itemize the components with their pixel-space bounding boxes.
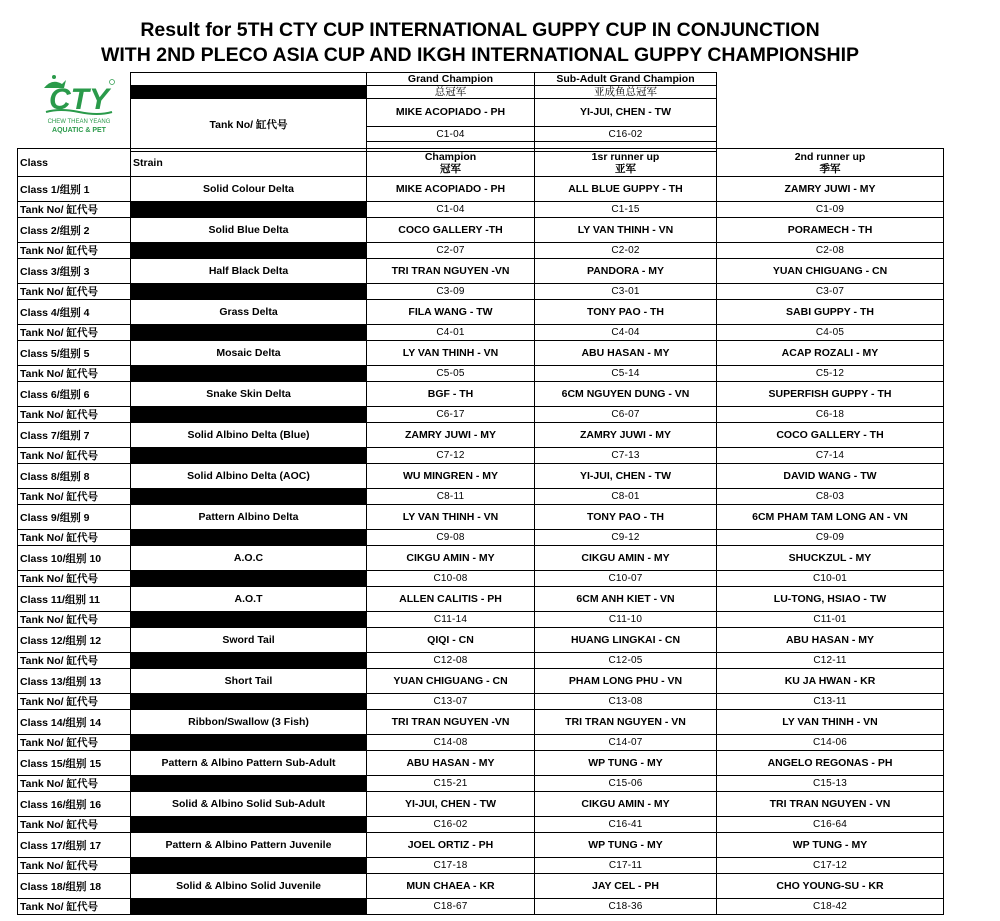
class-name: Class 7/组别 7 xyxy=(18,423,131,448)
tank-black-bar xyxy=(131,489,367,505)
champion-name: YUAN CHIGUANG - CN xyxy=(367,669,535,694)
tank-row xyxy=(18,735,944,751)
tank-row xyxy=(18,817,944,833)
first-runner-up-tank: C7-13 xyxy=(535,448,717,464)
first-runner-up-tank: C16-41 xyxy=(535,817,717,833)
tank-row-label: Tank No/ 缸代号 xyxy=(18,653,131,669)
champion-tank: C17-18 xyxy=(367,858,535,874)
second-runner-up-name: YUAN CHIGUANG - CN xyxy=(717,259,944,284)
first-runner-up-name: CIKGU AMIN - MY xyxy=(535,792,717,817)
first-runner-up-name: CIKGU AMIN - MY xyxy=(535,546,717,571)
tank-row-label: Tank No/ 缸代号 xyxy=(18,858,131,874)
tank-black-bar xyxy=(131,325,367,341)
logo-text-line-1: CHEW THEAN YEANG xyxy=(47,119,111,125)
class-name: Class 9/组别 9 xyxy=(18,505,131,530)
second-runner-up-name: ABU HASAN - MY xyxy=(717,628,944,653)
tank-row xyxy=(18,858,944,874)
tank-black-bar xyxy=(131,817,367,833)
champion-name: ALLEN CALITIS - PH xyxy=(367,587,535,612)
class-row xyxy=(18,792,944,817)
top-black-bar xyxy=(131,86,367,99)
first-runner-up-name: WP TUNG - MY xyxy=(535,751,717,776)
class-name: Class 4/组别 4 xyxy=(18,300,131,325)
class-name: Class 18/组别 18 xyxy=(18,874,131,899)
champion-tank: C13-07 xyxy=(367,694,535,710)
champion-tank: C14-08 xyxy=(367,735,535,751)
first-runner-up-tank: C14-07 xyxy=(535,735,717,751)
grand-champion-name: MIKE ACOPIADO - PH xyxy=(367,99,535,127)
strain: Half Black Delta xyxy=(131,259,367,284)
first-runner-up-tank: C15-06 xyxy=(535,776,717,792)
logo-text-line-2: AQUATIC & PET xyxy=(52,127,106,134)
strain: Pattern & Albino Pattern Juvenile xyxy=(131,833,367,858)
champion-name: LY VAN THINH - VN xyxy=(367,505,535,530)
champion-name: ABU HASAN - MY xyxy=(367,751,535,776)
strain: A.O.T xyxy=(131,587,367,612)
class-row xyxy=(18,341,944,366)
champion-tank: C16-02 xyxy=(367,817,535,833)
cty-logo xyxy=(40,74,118,136)
class-row xyxy=(18,423,944,448)
second-runner-up-tank: C10-01 xyxy=(717,571,944,587)
second-runner-up-tank: C16-64 xyxy=(717,817,944,833)
tank-black-bar xyxy=(131,284,367,300)
second-runner-up-name: SHUCKZUL - MY xyxy=(717,546,944,571)
tank-black-bar xyxy=(131,858,367,874)
first-runner-up-tank: C10-07 xyxy=(535,571,717,587)
tank-row-label: Tank No/ 缸代号 xyxy=(18,448,131,464)
tank-row xyxy=(18,571,944,587)
first-runner-up-name: LY VAN THINH - VN xyxy=(535,218,717,243)
second-runner-up-name: 6CM PHAM TAM LONG AN - VN xyxy=(717,505,944,530)
class-row xyxy=(18,628,944,653)
class-row xyxy=(18,546,944,571)
class-row xyxy=(18,505,944,530)
second-runner-up-name: COCO GALLERY - TH xyxy=(717,423,944,448)
tank-row-label: Tank No/ 缸代号 xyxy=(18,571,131,587)
champion-name: WU MINGREN - MY xyxy=(367,464,535,489)
first-runner-up-name: TRI TRAN NGUYEN - VN xyxy=(535,710,717,735)
grand-champion-tank: C1-04 xyxy=(367,127,535,142)
champion-tank: C1-04 xyxy=(367,202,535,218)
first-runner-up-name: 6CM NGUYEN DUNG - VN xyxy=(535,382,717,407)
first-runner-up-tank: C3-01 xyxy=(535,284,717,300)
first-runner-up-name: TONY PAO - TH xyxy=(535,505,717,530)
strain: Solid Blue Delta xyxy=(131,218,367,243)
second-runner-up-tank: C14-06 xyxy=(717,735,944,751)
first-runner-up-name: 6CM ANH KIET - VN xyxy=(535,587,717,612)
champion-name: YI-JUI, CHEN - TW xyxy=(367,792,535,817)
second-runner-up-name: LU-TONG, HSIAO - TW xyxy=(717,587,944,612)
tank-black-bar xyxy=(131,571,367,587)
second-runner-up-tank: C11-01 xyxy=(717,612,944,628)
class-row xyxy=(18,710,944,735)
class-row xyxy=(18,382,944,407)
first-runner-up-name: HUANG LINGKAI - CN xyxy=(535,628,717,653)
top-tank-label: Tank No/ 缸代号 xyxy=(131,99,367,152)
tank-black-bar xyxy=(131,448,367,464)
strain: Solid Albino Delta (AOC) xyxy=(131,464,367,489)
tank-row-label: Tank No/ 缸代号 xyxy=(18,612,131,628)
second-runner-up-name: LY VAN THINH - VN xyxy=(717,710,944,735)
class-row xyxy=(18,751,944,776)
header-first-runner-up: 1sr runner up 亚军 xyxy=(535,149,717,177)
first-runner-up-tank: C5-14 xyxy=(535,366,717,382)
tank-row xyxy=(18,448,944,464)
tank-black-bar xyxy=(131,366,367,382)
strain: Snake Skin Delta xyxy=(131,382,367,407)
class-name: Class 8/组别 8 xyxy=(18,464,131,489)
grand-champion-label: Grand Champion xyxy=(367,73,535,86)
first-runner-up-tank: C8-01 xyxy=(535,489,717,505)
tank-row xyxy=(18,530,944,546)
champion-tank: C2-07 xyxy=(367,243,535,259)
tank-row-label: Tank No/ 缸代号 xyxy=(18,899,131,915)
class-name: Class 13/组别 13 xyxy=(18,669,131,694)
champion-name: FILA WANG - TW xyxy=(367,300,535,325)
second-runner-up-tank: C2-08 xyxy=(717,243,944,259)
class-name: Class 14/组别 14 xyxy=(18,710,131,735)
strain: Mosaic Delta xyxy=(131,341,367,366)
champion-tank: C11-14 xyxy=(367,612,535,628)
second-runner-up-name: WP TUNG - MY xyxy=(717,833,944,858)
second-runner-up-tank: C18-42 xyxy=(717,899,944,915)
strain: Grass Delta xyxy=(131,300,367,325)
strain: Solid Colour Delta xyxy=(131,177,367,202)
tank-black-bar xyxy=(131,694,367,710)
second-runner-up-tank: C15-13 xyxy=(717,776,944,792)
second-runner-up-name: KU JA HWAN - KR xyxy=(717,669,944,694)
class-row xyxy=(18,874,944,899)
class-row xyxy=(18,177,944,202)
tank-black-bar xyxy=(131,735,367,751)
grand-champion-cn: 总冠军 xyxy=(367,86,535,99)
champion-name: ZAMRY JUWI - MY xyxy=(367,423,535,448)
first-runner-up-name: PANDORA - MY xyxy=(535,259,717,284)
tank-row xyxy=(18,202,944,218)
champion-name: COCO GALLERY -TH xyxy=(367,218,535,243)
tank-black-bar xyxy=(131,202,367,218)
sub-adult-cn: 亚成鱼总冠军 xyxy=(535,86,717,99)
champion-tank: C18-67 xyxy=(367,899,535,915)
second-runner-up-tank: C7-14 xyxy=(717,448,944,464)
strain: Sword Tail xyxy=(131,628,367,653)
strain: Short Tail xyxy=(131,669,367,694)
strain: Solid & Albino Solid Juvenile xyxy=(131,874,367,899)
tank-row xyxy=(18,653,944,669)
class-row xyxy=(18,833,944,858)
tank-row xyxy=(18,899,944,915)
class-name: Class 1/组别 1 xyxy=(18,177,131,202)
tank-black-bar xyxy=(131,530,367,546)
champion-tank: C9-08 xyxy=(367,530,535,546)
tank-row xyxy=(18,366,944,382)
champion-tank: C4-01 xyxy=(367,325,535,341)
first-runner-up-name: ALL BLUE GUPPY - TH xyxy=(535,177,717,202)
tank-black-bar xyxy=(131,407,367,423)
first-runner-up-tank: C1-15 xyxy=(535,202,717,218)
class-name: Class 16/组别 16 xyxy=(18,792,131,817)
first-runner-up-name: TONY PAO - TH xyxy=(535,300,717,325)
tank-row xyxy=(18,407,944,423)
second-runner-up-tank: C13-11 xyxy=(717,694,944,710)
page-title-line-1: Result for 5TH CTY CUP INTERNATIONAL GUPPY CUP IN CONJUNCTION xyxy=(140,19,820,41)
tank-row-label: Tank No/ 缸代号 xyxy=(18,243,131,259)
tank-row-label: Tank No/ 缸代号 xyxy=(18,366,131,382)
class-name: Class 2/组别 2 xyxy=(18,218,131,243)
tank-black-bar xyxy=(131,899,367,915)
strain: Pattern & Albino Pattern Sub-Adult xyxy=(131,751,367,776)
champion-name: MUN CHAEA - KR xyxy=(367,874,535,899)
page-title-line-2: WITH 2ND PLECO ASIA CUP AND IKGH INTERNATIONAL GUPPY CHAMPIONSHIP xyxy=(100,44,860,66)
champion-tank: C12-08 xyxy=(367,653,535,669)
header-class: Class xyxy=(18,149,131,177)
tank-row xyxy=(18,694,944,710)
class-row xyxy=(18,587,944,612)
class-row xyxy=(18,669,944,694)
champion-name: MIKE ACOPIADO - PH xyxy=(367,177,535,202)
second-runner-up-name: SABI GUPPY - TH xyxy=(717,300,944,325)
first-runner-up-name: WP TUNG - MY xyxy=(535,833,717,858)
tank-row xyxy=(18,284,944,300)
tank-black-bar xyxy=(131,653,367,669)
top-blank xyxy=(131,73,367,86)
champion-tank: C5-05 xyxy=(367,366,535,382)
second-runner-up-name: SUPERFISH GUPPY - TH xyxy=(717,382,944,407)
class-name: Class 17/组别 17 xyxy=(18,833,131,858)
tank-row-label: Tank No/ 缸代号 xyxy=(18,776,131,792)
tank-row xyxy=(18,325,944,341)
strain: Pattern Albino Delta xyxy=(131,505,367,530)
tank-row-label: Tank No/ 缸代号 xyxy=(18,407,131,423)
tank-row-label: Tank No/ 缸代号 xyxy=(18,530,131,546)
tank-row-label: Tank No/ 缸代号 xyxy=(18,817,131,833)
second-runner-up-tank: C5-12 xyxy=(717,366,944,382)
tank-row-label: Tank No/ 缸代号 xyxy=(18,202,131,218)
champion-name: CIKGU AMIN - MY xyxy=(367,546,535,571)
second-runner-up-name: DAVID WANG - TW xyxy=(717,464,944,489)
tank-black-bar xyxy=(131,776,367,792)
tank-row-label: Tank No/ 缸代号 xyxy=(18,489,131,505)
champion-tank: C6-17 xyxy=(367,407,535,423)
second-runner-up-name: TRI TRAN NGUYEN - VN xyxy=(717,792,944,817)
second-runner-up-tank: C6-18 xyxy=(717,407,944,423)
tank-black-bar xyxy=(131,612,367,628)
class-row xyxy=(18,300,944,325)
first-runner-up-tank: C6-07 xyxy=(535,407,717,423)
first-runner-up-tank: C13-08 xyxy=(535,694,717,710)
sub-adult-label: Sub-Adult Grand Champion xyxy=(535,73,717,86)
class-name: Class 5/组别 5 xyxy=(18,341,131,366)
second-runner-up-tank: C1-09 xyxy=(717,202,944,218)
class-name: Class 3/组别 3 xyxy=(18,259,131,284)
strain: Solid & Albino Solid Sub-Adult xyxy=(131,792,367,817)
first-runner-up-tank: C9-12 xyxy=(535,530,717,546)
tank-row xyxy=(18,243,944,259)
first-runner-up-name: JAY CEL - PH xyxy=(535,874,717,899)
second-runner-up-name: ANGELO REGONAS - PH xyxy=(717,751,944,776)
second-runner-up-tank: C3-07 xyxy=(717,284,944,300)
tank-black-bar xyxy=(131,243,367,259)
class-name: Class 15/组别 15 xyxy=(18,751,131,776)
champion-name: BGF - TH xyxy=(367,382,535,407)
champion-tank: C10-08 xyxy=(367,571,535,587)
class-name: Class 11/组别 11 xyxy=(18,587,131,612)
champion-tank: C8-11 xyxy=(367,489,535,505)
tank-row-label: Tank No/ 缸代号 xyxy=(18,325,131,341)
header-strain: Strain xyxy=(131,149,367,177)
class-name: Class 12/组别 12 xyxy=(18,628,131,653)
first-runner-up-tank: C12-05 xyxy=(535,653,717,669)
second-runner-up-tank: C9-09 xyxy=(717,530,944,546)
first-runner-up-tank: C17-11 xyxy=(535,858,717,874)
champion-tank: C15-21 xyxy=(367,776,535,792)
first-runner-up-name: PHAM LONG PHU - VN xyxy=(535,669,717,694)
class-row xyxy=(18,259,944,284)
second-runner-up-tank: C4-05 xyxy=(717,325,944,341)
champion-name: JOEL ORTIZ - PH xyxy=(367,833,535,858)
class-row xyxy=(18,218,944,243)
first-runner-up-tank: C11-10 xyxy=(535,612,717,628)
tank-row-label: Tank No/ 缸代号 xyxy=(18,694,131,710)
strain: A.O.C xyxy=(131,546,367,571)
second-runner-up-name: CHO YOUNG-SU - KR xyxy=(717,874,944,899)
class-name: Class 10/组别 10 xyxy=(18,546,131,571)
sub-adult-tank: C16-02 xyxy=(535,127,717,142)
tank-row-label: Tank No/ 缸代号 xyxy=(18,735,131,751)
first-runner-up-tank: C18-36 xyxy=(535,899,717,915)
header-champion: Champion 冠军 xyxy=(367,149,535,177)
champion-tank: C3-09 xyxy=(367,284,535,300)
first-runner-up-tank: C4-04 xyxy=(535,325,717,341)
sub-adult-name: YI-JUI, CHEN - TW xyxy=(535,99,717,127)
first-runner-up-name: ABU HASAN - MY xyxy=(535,341,717,366)
second-runner-up-tank: C12-11 xyxy=(717,653,944,669)
second-runner-up-tank: C8-03 xyxy=(717,489,944,505)
first-runner-up-name: YI-JUI, CHEN - TW xyxy=(535,464,717,489)
champion-name: LY VAN THINH - VN xyxy=(367,341,535,366)
champion-tank: C7-12 xyxy=(367,448,535,464)
second-runner-up-tank: C17-12 xyxy=(717,858,944,874)
strain: Ribbon/Swallow (3 Fish) xyxy=(131,710,367,735)
logo-brand-text: CTY xyxy=(49,83,109,116)
first-runner-up-name: ZAMRY JUWI - MY xyxy=(535,423,717,448)
results-table xyxy=(17,148,944,915)
tank-row xyxy=(18,776,944,792)
strain: Solid Albino Delta (Blue) xyxy=(131,423,367,448)
first-runner-up-tank: C2-02 xyxy=(535,243,717,259)
second-runner-up-name: PORAMECH - TH xyxy=(717,218,944,243)
tank-row xyxy=(18,612,944,628)
tank-row xyxy=(18,489,944,505)
second-runner-up-name: ACAP ROZALI - MY xyxy=(717,341,944,366)
champion-name: QIQI - CN xyxy=(367,628,535,653)
grand-champion-table xyxy=(130,72,717,152)
header-second-runner-up: 2nd runner up 季军 xyxy=(717,149,944,177)
class-row xyxy=(18,464,944,489)
tank-row-label: Tank No/ 缸代号 xyxy=(18,284,131,300)
champion-name: TRI TRAN NGUYEN -VN xyxy=(367,710,535,735)
second-runner-up-name: ZAMRY JUWI - MY xyxy=(717,177,944,202)
class-name: Class 6/组别 6 xyxy=(18,382,131,407)
champion-name: TRI TRAN NGUYEN -VN xyxy=(367,259,535,284)
